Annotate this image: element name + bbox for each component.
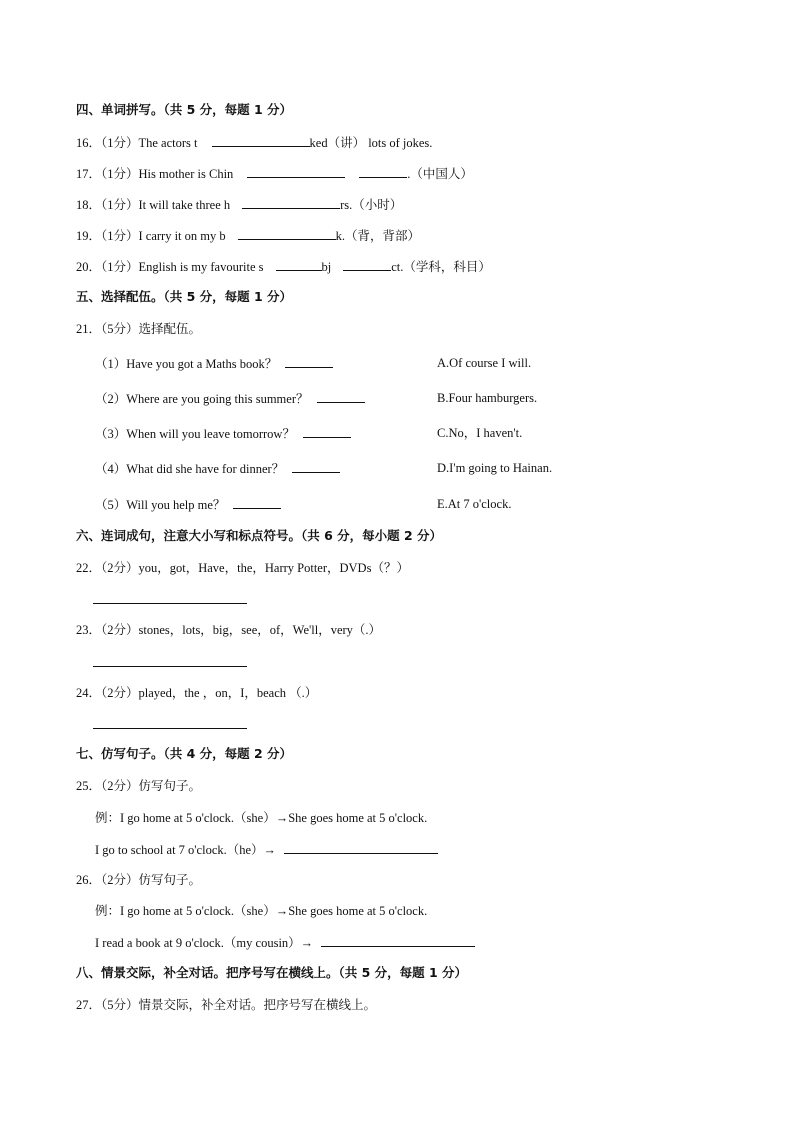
q21-item-2: （2）Where are you going this summer？ (95, 390, 365, 407)
q20-blank-2[interactable] (343, 258, 391, 271)
q19-text-end: k.（背，背部） (335, 229, 421, 243)
q24-answer-line[interactable] (93, 728, 247, 729)
question-27-stem: 27．（5分）情景交际，补全对话。把序号写在横线上。 (76, 998, 377, 1012)
section-4-heading: 四、单词拼写。（共 5 分，每题 1 分） (76, 102, 293, 117)
q18-text: 18．（1分）It will take three h (76, 198, 231, 212)
q19-text: 19．（1分）I carry it on my b (76, 229, 226, 243)
q20-blank-1[interactable] (276, 258, 322, 271)
section-6-heading: 六、连词成句，注意大小写和标点符号。（共 6 分，每小题 2 分） (76, 528, 443, 543)
section-8-heading: 八、情景交际，补全对话。把序号写在横线上。（共 5 分，每题 1 分） (76, 965, 468, 980)
question-19 (76, 227, 420, 244)
q21-blank-3[interactable] (303, 425, 351, 438)
q25-example: 例：I go home at 5 o'clock.（she）→She goes home at 5 o'clock. (95, 811, 428, 825)
q26-example: 例：I go home at 5 o'clock.（she）→She goes home at 5 o'clock. (95, 904, 428, 918)
q17-text-end: .（中国人） (407, 167, 473, 181)
q21-blank-1[interactable] (285, 355, 333, 368)
question-17 (76, 165, 473, 182)
q21-option-b: B.Four hamburgers. (437, 391, 538, 405)
q18-text-end: rs.（小时） (340, 198, 403, 212)
q21-option-e: E.At 7 o'clock. (437, 497, 512, 511)
q21-item-1: （1）Have you got a Maths book？ (95, 355, 333, 372)
q16-text: 16．（1分）The actors t (76, 136, 198, 150)
q21-item-4: （4）What did she have for dinner？ (95, 460, 340, 477)
q21-option-d: D.I'm going to Hainan. (437, 461, 553, 475)
q17-blank-2[interactable] (359, 165, 407, 178)
q19-blank[interactable] (238, 227, 336, 240)
q25-answer-blank[interactable] (284, 841, 438, 854)
q16-blank[interactable] (212, 134, 310, 147)
question-26-stem: 26．（2分）仿写句子。 (76, 873, 202, 887)
q21-blank-5[interactable] (233, 496, 281, 509)
section-7-heading: 七、仿写句子。（共 4 分，每题 2 分） (76, 746, 293, 761)
q22-answer-line[interactable] (93, 603, 247, 604)
q20-text: 20．（1分）English is my favourite s (76, 260, 264, 274)
q26-answer-blank[interactable] (321, 934, 475, 947)
question-21-stem: 21．（5分）选择配伍。 (76, 322, 202, 336)
question-25-stem: 25．（2分）仿写句子。 (76, 779, 202, 793)
q16-text-end: ked（讲） lots of jokes. (309, 136, 433, 150)
question-24: 24．（2分）played，the ，on，I，beach （.） (76, 686, 318, 700)
q21-item-3: （3）When will you leave tomorrow？ (95, 425, 351, 442)
q21-option-a: A.Of course I will. (437, 356, 532, 370)
q18-blank[interactable] (242, 196, 340, 209)
q17-text: 17．（1分）His mother is Chin (76, 167, 234, 181)
question-20 (76, 258, 491, 275)
q21-blank-2[interactable] (317, 390, 365, 403)
q21-item-5: （5）Will you help me？ (95, 496, 281, 513)
q20-text-end: ct.（学科，科目） (391, 260, 491, 274)
question-23: 23．（2分）stones，lots，big，see，of，We'll，very（.） (76, 623, 382, 637)
q21-option-c: C.No，I haven't. (437, 426, 523, 440)
q17-blank-1[interactable] (247, 165, 345, 178)
q23-answer-line[interactable] (93, 666, 247, 667)
q21-blank-4[interactable] (292, 460, 340, 473)
q25-task: I go to school at 7 o'clock.（he）→ (95, 841, 438, 858)
q26-task: I read a book at 9 o'clock.（my cousin）→ (95, 934, 475, 951)
q20-text-mid: bj (321, 260, 332, 274)
question-18 (76, 196, 402, 213)
section-5-heading: 五、选择配伍。（共 5 分，每题 1 分） (76, 289, 293, 304)
question-16 (76, 134, 432, 151)
question-22: 22．（2分）you，got，Have，the，Harry Potter，DVDs（？） (76, 561, 409, 575)
